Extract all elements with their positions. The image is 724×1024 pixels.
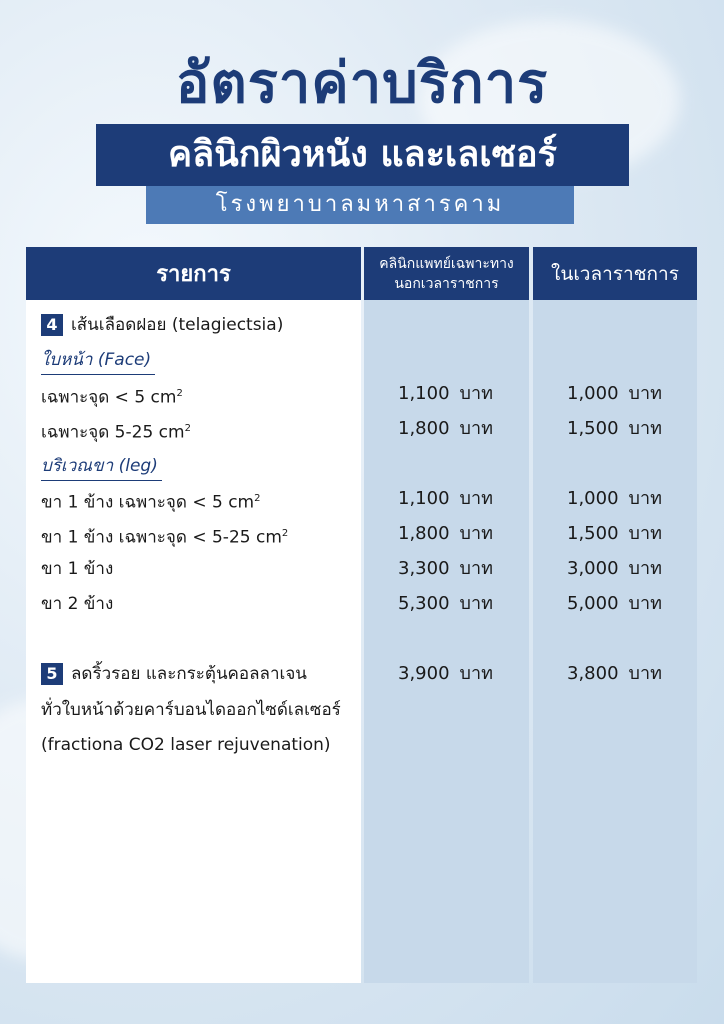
currency-unit: บาท (459, 523, 493, 544)
price-value: 1,100 (398, 383, 450, 404)
section-5-line3: (fractiona CO2 laser rejuvenation) (41, 735, 331, 755)
currency-unit: บาท (459, 383, 493, 404)
row-label: ขา 1 ข้าง เฉพาะจุด < 5-25 cm (41, 527, 282, 548)
section-number-badge: 4 (41, 314, 63, 336)
section-title-text: เส้นเลือดฝอย (telagiectsia) (71, 315, 284, 335)
currency-unit: บาท (459, 558, 493, 579)
currency-unit: บาท (459, 418, 493, 439)
table-row (41, 483, 261, 515)
table-row (41, 378, 183, 410)
row-label: เฉพาะจุด 5-25 cm (41, 422, 185, 443)
currency-unit: บาท (628, 593, 662, 614)
row-label: ขา 2 ข้าง (41, 594, 114, 614)
hospital-name: โรงพยาบาลมหาสารคาม (146, 186, 574, 224)
group-face-heading: ใบหน้า (Face) (41, 346, 155, 375)
price-office-hours (567, 588, 662, 620)
price-value: 1,800 (398, 523, 450, 544)
price-after-hours (398, 378, 493, 410)
currency-unit: บาท (628, 523, 662, 544)
currency-unit: บาท (628, 418, 662, 439)
currency-unit: บาท (459, 593, 493, 614)
row-label: เฉพาะจุด < 5 cm (41, 387, 177, 408)
table-row (41, 413, 191, 445)
currency-unit: บาท (628, 663, 662, 684)
table-row (41, 588, 113, 620)
price-after-hours (398, 658, 493, 690)
price-value: 3,300 (398, 558, 450, 579)
row-label: ขา 1 ข้าง เฉพาะจุด < 5 cm (41, 492, 255, 513)
price-after-hours (398, 518, 493, 550)
currency-unit: บาท (628, 558, 662, 579)
section-4-title (41, 309, 283, 341)
table-row (41, 518, 288, 550)
price-value: 3,000 (567, 558, 619, 579)
price-office-hours (567, 413, 662, 445)
header-after-hours (364, 247, 529, 300)
price-after-hours (398, 588, 493, 620)
price-after-hours (398, 483, 493, 515)
price-office-hours (567, 378, 662, 410)
price-value: 1,000 (567, 383, 619, 404)
price-office-hours (567, 518, 662, 550)
price-value: 1,000 (567, 488, 619, 509)
price-value: 1,100 (398, 488, 450, 509)
currency-unit: บาท (628, 383, 662, 404)
price-value: 5,000 (567, 593, 619, 614)
price-value: 1,500 (567, 523, 619, 544)
superscript: 2 (254, 493, 261, 504)
price-value: 3,900 (398, 663, 450, 684)
price-office-hours (567, 658, 662, 690)
section-title-text: ลดริ้วรอย และกระตุ้นคอลลาเจน (71, 664, 307, 684)
price-office-hours (567, 553, 662, 585)
section-5-line2: ทั่วใบหน้าด้วยคาร์บอนไดออกไซด์เลเซอร์ (41, 700, 341, 720)
price-after-hours (398, 553, 493, 585)
header-after-hours-line1: คลินิกแพทย์เฉพาะทาง (379, 255, 514, 272)
header-office-hours: ในเวลาราชการ (533, 247, 697, 300)
section-number-badge: 5 (41, 663, 63, 685)
table-row (41, 553, 113, 585)
currency-unit: บาท (459, 663, 493, 684)
header-items: รายการ (26, 247, 361, 300)
price-value: 5,300 (398, 593, 450, 614)
row-label: ขา 1 ข้าง (41, 559, 114, 579)
header-after-hours-line2: นอกเวลาราชการ (394, 275, 499, 292)
page-title: อัตราค่าบริการ (175, 51, 549, 116)
group-leg-heading: บริเวณขา (leg) (41, 452, 162, 481)
price-after-hours (398, 413, 493, 445)
superscript: 2 (176, 388, 183, 399)
currency-unit: บาท (628, 488, 662, 509)
price-value: 1,800 (398, 418, 450, 439)
superscript: 2 (281, 528, 289, 539)
clinic-subtitle: คลินิกผิวหนัง และเลเซอร์ (96, 124, 629, 186)
superscript: 2 (184, 423, 191, 434)
price-office-hours (567, 483, 662, 515)
price-value: 3,800 (567, 663, 619, 684)
section-5-title (41, 658, 307, 690)
currency-unit: บาท (459, 488, 493, 509)
price-value: 1,500 (567, 418, 619, 439)
